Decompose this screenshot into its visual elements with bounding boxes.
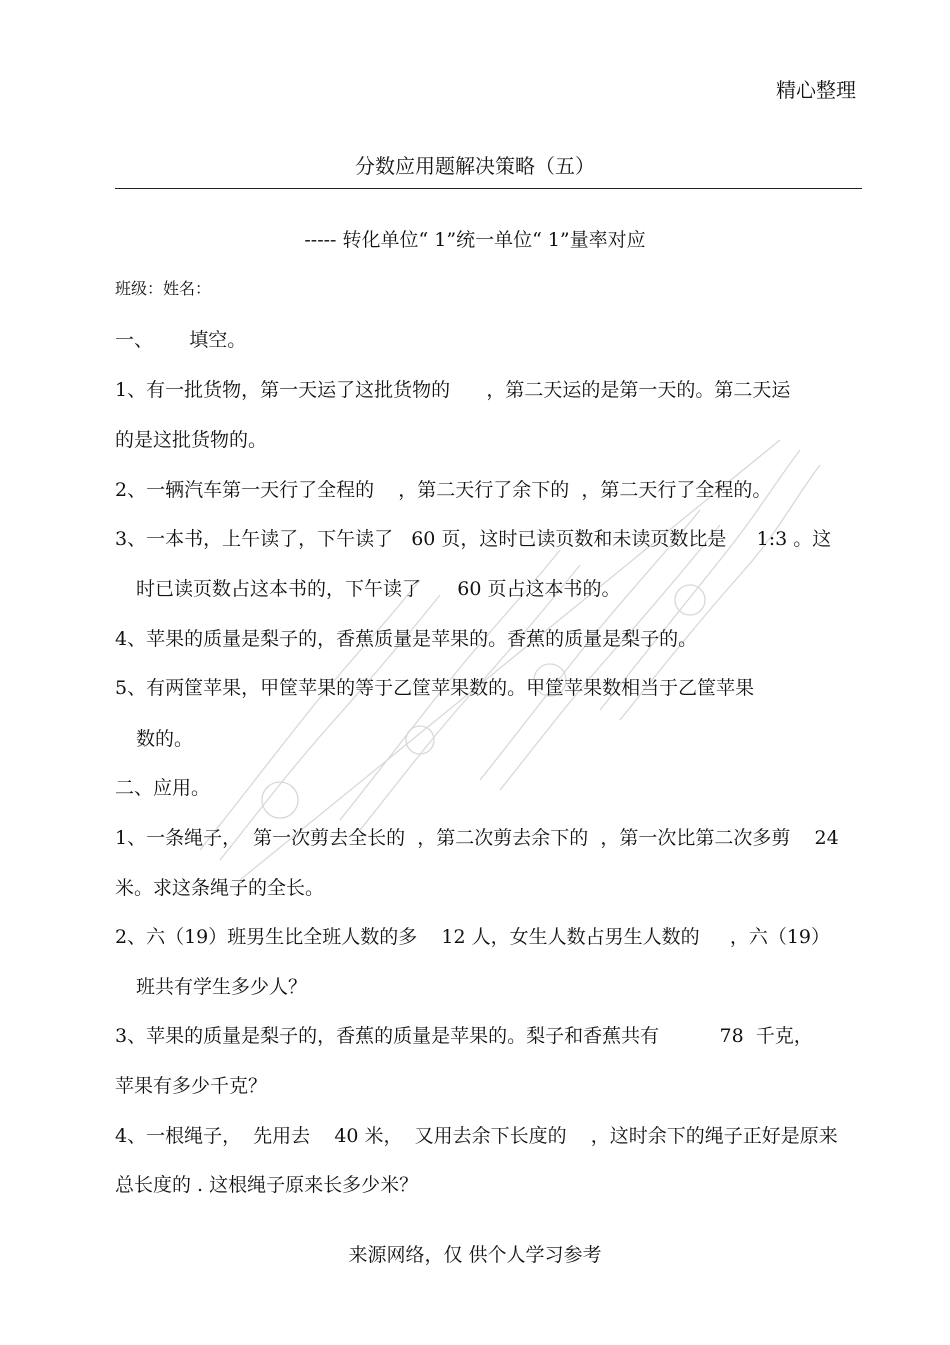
section2-item-4: 4、一根绳子， 先用去 40 米， 又用去余下长度的 ，这时余下的绳子正好是原来 (115, 1125, 838, 1147)
page-title: 分数应用题解决策略（五） (355, 154, 595, 178)
section1-item-3-cont: 时已读页数占这本书的，下午读了 60 页占这本书的。 (136, 578, 621, 600)
section2-item-1-cont: 米。求这条绳子的全长。 (115, 877, 325, 899)
section1-item-2: 2、一辆汽车第一天行了全程的 ，第二天行了余下的 ，第二天行了全程的。 (115, 479, 772, 501)
class-name-line: 班级：姓名： (115, 279, 212, 298)
section1-item-5-cont: 数的。 (136, 728, 194, 750)
section1-item-3: 3、一本书，上午读了，下午读了 60 页，这时已读页数和未读页数比是 1:3 。这 (115, 528, 832, 550)
section2-item-1: 1、一条绳子， 第一次剪去全长的 ，第二次剪去余下的 ，第一次比第二次多剪 24 (115, 827, 839, 849)
section1-item-1-cont: 的是这批货物的。 (115, 429, 268, 451)
section1-heading: 一、 填空。 (115, 329, 247, 351)
section2-item-3-cont: 苹果有多少千克？ (115, 1075, 268, 1097)
section1-item-5: 5、有两筐苹果，甲筐苹果的等于乙筐苹果数的。甲筐苹果数相当于乙筐苹果 (115, 677, 755, 699)
section2-item-3: 3、苹果的质量是梨子的，香蕉的质量是苹果的。梨子和香蕉共有 78 千克， (115, 1025, 813, 1047)
section1-item-1: 1、有一批货物，第一天运了这批货物的 ，第二天运的是第一天的。第二天运 (115, 379, 791, 401)
section1-item-4: 4、苹果的质量是梨子的，香蕉质量是苹果的。香蕉的质量是梨子的。 (115, 628, 698, 650)
section2-item-4-cont: 总长度的 . 这根绳子原来长多少米？ (115, 1174, 419, 1196)
title-divider (115, 188, 862, 189)
section2-heading: 二、应用。 (115, 777, 211, 799)
section2-item-2: 2、六（19）班男生比全班人数的多 12 人，女生人数占男生人数的 ，六（19） (115, 926, 831, 948)
page-subtitle: ----- 转化单位“ 1”统一单位“ 1”量率对应 (304, 229, 646, 251)
header-tag: 精心整理 (776, 78, 856, 102)
page-footer: 来源网络，仅 供个人学习参考 (348, 1244, 602, 1266)
section2-item-2-cont: 班共有学生多少人？ (136, 976, 308, 998)
